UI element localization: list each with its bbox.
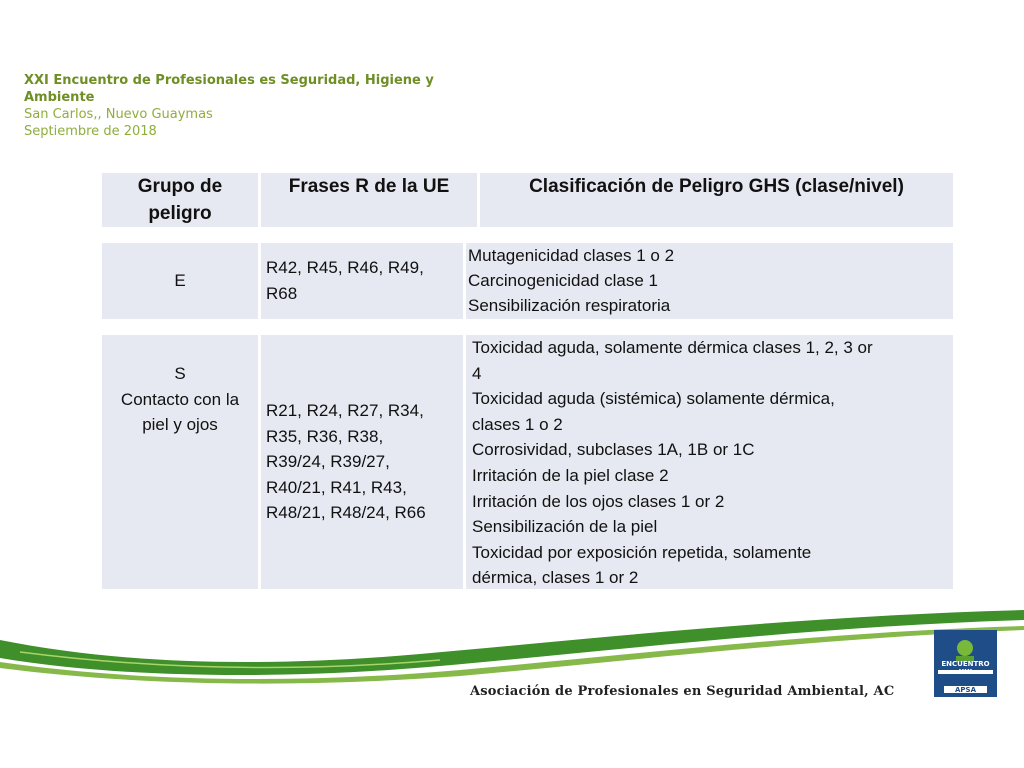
row-s-phrase-line: R40/21, R41, R43, [266, 477, 407, 497]
event-date: Septiembre de 2018 [24, 124, 157, 139]
row-s-phrase-line: R48/21, R48/24, R66 [266, 503, 426, 523]
header-phrases-text: Frases R de la UE [288, 176, 450, 197]
row-s-phrase-line: R35, R36, R38, [266, 426, 384, 446]
row-s-group-line: piel y ojos [142, 415, 218, 435]
row-e-class-line: Mutagenicidad clases 1 o 2 [468, 246, 675, 265]
row-s-phrase-line: R21, R24, R27, R34, [266, 401, 424, 421]
row-e-group [102, 243, 258, 319]
row-e-class-line: Sensibilización respiratoria [468, 296, 671, 315]
row-s-group [102, 335, 258, 589]
header-group [102, 173, 258, 227]
event-title: XXI Encuentro de Profesionales es Seguridad, Higiene y [24, 73, 434, 88]
encuentro-logo [934, 630, 997, 697]
row-e-phrases [261, 243, 463, 319]
row-e-group-text: E [174, 271, 186, 291]
header-phrases [261, 173, 477, 227]
row-s-group-line: S [174, 364, 186, 383]
row-s-class-line: Toxicidad aguda, solamente dérmica clases 1, 2, 3 or [472, 338, 873, 357]
footer-association: Asociación de Profesionales en Seguridad Ambiental, AC [470, 684, 895, 699]
row-s-class-line: Irritación de la piel clase 2 [472, 465, 669, 485]
row-s-classification [466, 335, 953, 589]
row-s-class-line: 4 [472, 363, 482, 383]
row-s-class-line: dérmica, clases 1 or 2 [472, 568, 639, 588]
event-title-cont: Ambiente [24, 90, 95, 105]
header-group-text: Grupo de peligro [137, 176, 223, 224]
header-classification [480, 173, 953, 227]
logo-text-apsa: APSA [954, 686, 976, 694]
row-e-phrase-line: R68 [266, 284, 298, 303]
green-wave-decoration [0, 596, 1024, 686]
logo-text-encuentro: ENCUENTRO XXI [941, 660, 990, 676]
row-s-class-line: Corrosividad, subclases 1A, 1B or 1C [472, 440, 755, 460]
row-e-classification [466, 243, 953, 319]
row-s-class-line: Toxicidad aguda (sistémica) solamente dérmica, [472, 389, 835, 409]
event-location: San Carlos,, Nuevo Guaymas [24, 107, 213, 122]
row-s-class-line: clases 1 o 2 [472, 414, 563, 434]
row-s-class-line: Toxicidad por exposición repetida, solamente [472, 542, 812, 562]
row-s-class-line: Sensibilización de la piel [472, 517, 658, 537]
row-s-phrases [261, 335, 463, 589]
row-s-phrase-line: R39/24, R39/27, [266, 452, 390, 472]
row-e-class-line: Carcinogenicidad clase 1 [468, 271, 658, 290]
row-s-class-line: Irritación de los ojos clases 1 or 2 [472, 491, 725, 511]
presentation-header [24, 72, 444, 140]
row-e-phrase-line: R42, R45, R46, R49, [266, 258, 424, 278]
header-classification-text: Clasificación de Peligro GHS (clase/nivel) [529, 176, 904, 197]
row-s-group-line: Contacto con la [120, 389, 240, 409]
